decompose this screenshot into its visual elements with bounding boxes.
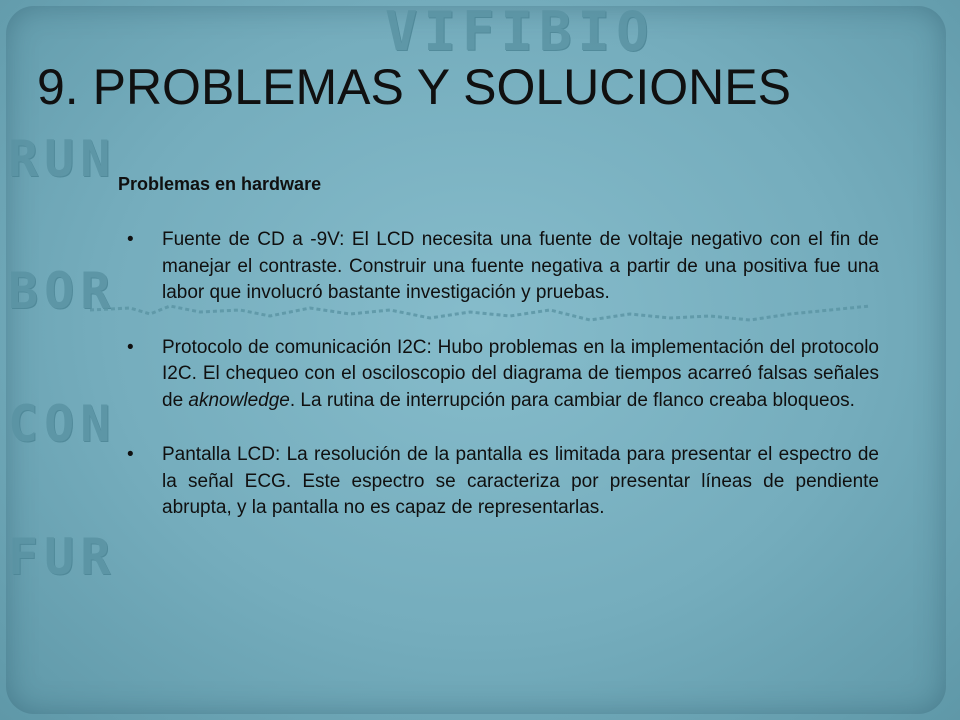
bullet-dot-icon: • — [127, 229, 134, 250]
bullet-item-pantalla-lcd — [127, 442, 879, 522]
slide-title: 9. PROBLEMAS Y SOLUCIONES — [37, 59, 791, 115]
bullet-list — [127, 227, 879, 550]
emphasis-term: aknowledge — [188, 389, 290, 411]
lcd-title-text: VIFIBIO — [385, 0, 655, 63]
bullet-text-before: Protocolo de comunicación I2C: Hubo problemas en la implementación del protocolo I2C. El chequeo con el osciloscopio del diagrama de tiempos acarreó falsas señales de — [162, 336, 879, 411]
bullet-text-after: . La rutina de interrupción para cambiar de flanco creaba bloqueos. — [289, 389, 855, 411]
lcd-label-fur: FUR — [8, 528, 117, 586]
bullet-item-protocolo-i2c — [127, 335, 879, 415]
bullet-dot-icon: • — [127, 336, 134, 358]
bullet-text: Fuente de CD a -9V: El LCD necesita una fuente de voltaje negativo con el fin de manejar el contraste. Construir una fuente negativa a partir de una positiva fue una labor que involucró bastante investigación y pruebas. — [162, 229, 879, 303]
bullet-dot-icon: • — [127, 444, 134, 465]
section-subheading: Problemas en hardware — [118, 174, 322, 194]
bullet-item-fuente-cd — [127, 227, 879, 307]
bullet-text: Pantalla LCD: La resolución de la pantalla es limitada para presentar el espectro de la señal ECG. Este espectro se caracteriza por presentar líneas de pendiente abrupta, y la pantalla no es capaz de representarlas. — [162, 444, 879, 518]
lcd-label-con: CON — [8, 395, 117, 453]
lcd-label-bor: BOR — [8, 262, 117, 320]
lcd-label-run: RUN — [8, 130, 117, 188]
bullet-text — [162, 337, 879, 411]
